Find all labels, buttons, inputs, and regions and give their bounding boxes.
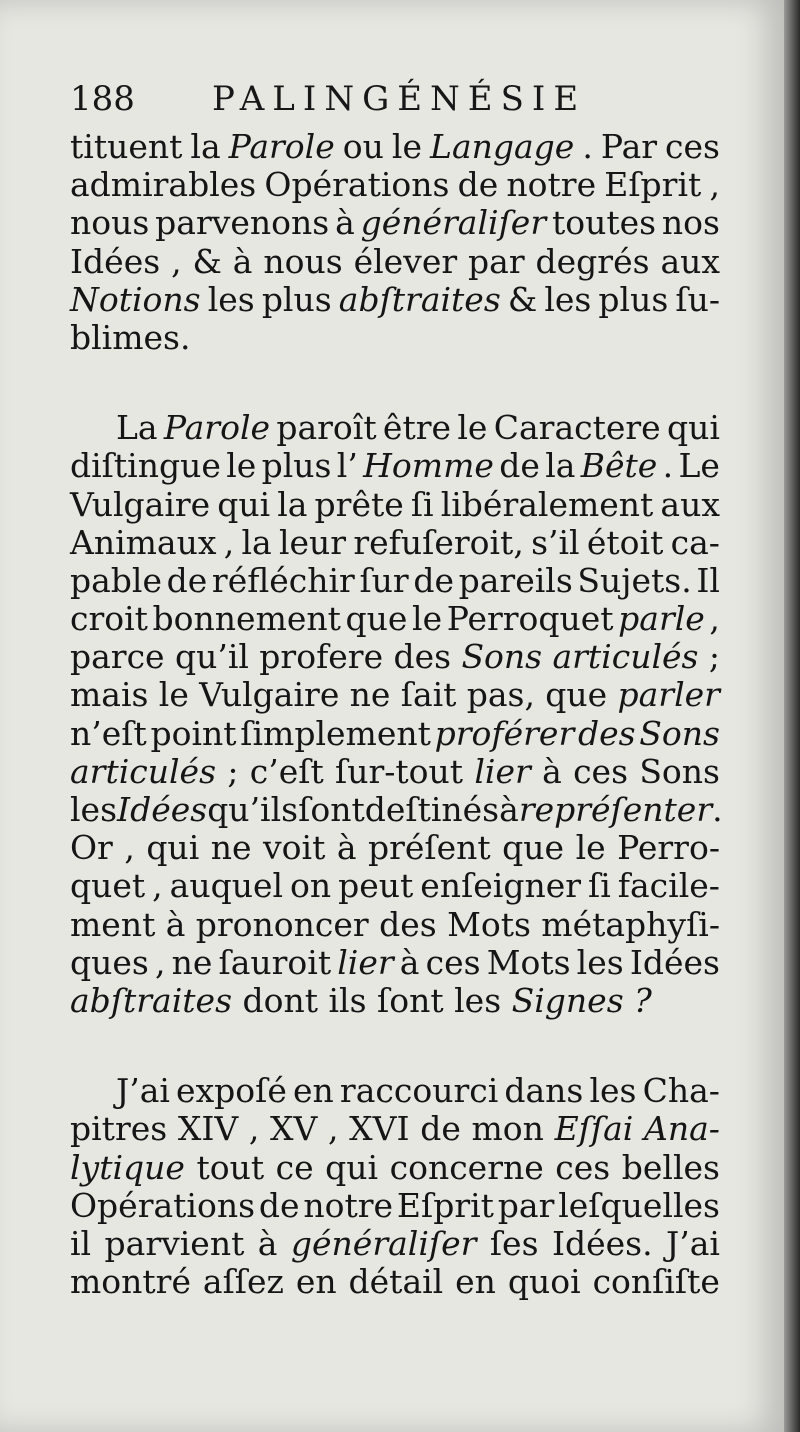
italic-word: Homme	[363, 446, 494, 486]
word: de	[166, 560, 208, 600]
word: croit	[70, 599, 148, 639]
word: n’eſt	[70, 713, 147, 753]
word: quoi	[507, 1262, 581, 1302]
word: aſſez	[202, 1262, 284, 1302]
word: les	[544, 279, 592, 319]
word: mais	[70, 675, 149, 715]
word: deſtinés	[364, 790, 500, 829]
word: ſait	[400, 675, 457, 715]
word: à	[399, 942, 420, 982]
word: de	[258, 1185, 300, 1225]
italic-word: lytique	[70, 1147, 185, 1187]
italic-text: abſtraites	[70, 980, 233, 1020]
word: Animaux	[70, 522, 217, 562]
word: aux	[660, 241, 720, 281]
text-line	[70, 1072, 720, 1110]
italic-word: Ana-	[644, 1109, 720, 1149]
word: Opérations	[70, 1185, 256, 1225]
word: réfléchir	[211, 560, 355, 600]
word: parce	[70, 637, 165, 677]
word: dans	[504, 1071, 584, 1111]
text-line	[70, 204, 720, 242]
word: le	[391, 127, 423, 166]
text-line	[70, 1187, 720, 1225]
word: à	[542, 751, 562, 791]
word: ,	[709, 599, 720, 639]
text-line	[70, 486, 720, 524]
word: de	[420, 1109, 461, 1149]
word: à	[232, 241, 253, 281]
italic-word: Notions	[70, 279, 201, 319]
word: .	[712, 790, 723, 829]
text-line	[70, 906, 720, 944]
word: Mots	[486, 942, 571, 982]
word: mon	[471, 1109, 544, 1149]
word: en	[295, 1262, 337, 1302]
word: qui	[217, 484, 271, 524]
word: ſes	[489, 1223, 539, 1263]
word: le	[158, 675, 189, 715]
word: qu’ils	[207, 790, 299, 829]
word: on	[290, 866, 332, 906]
word: de	[413, 560, 454, 600]
italic-word: parler	[617, 675, 720, 715]
text-segment: dont ils ſont les	[232, 980, 512, 1020]
paragraph	[70, 408, 723, 1020]
word: plus	[261, 446, 332, 486]
paragraph-gap	[70, 357, 720, 409]
word: Cha-	[642, 1071, 720, 1111]
word: Idées	[70, 241, 161, 281]
word: la	[241, 522, 272, 562]
word: ;	[708, 637, 720, 677]
word: de	[457, 165, 499, 205]
word: le	[457, 408, 488, 448]
word: prête	[314, 484, 404, 524]
word: ſimplement	[240, 713, 431, 753]
word: peut	[338, 866, 414, 906]
word: .	[582, 127, 593, 166]
word: montré	[70, 1262, 191, 1302]
word: par	[497, 1185, 555, 1225]
word: pas,	[466, 675, 535, 715]
italic-word: Parole	[163, 408, 271, 448]
italic-word: articulés	[552, 637, 699, 677]
word: diſtingue	[70, 446, 221, 486]
word: l’	[336, 446, 358, 486]
page-header	[70, 78, 710, 120]
word: Vulgaire	[70, 484, 211, 524]
word: nos	[661, 203, 720, 243]
text-line	[70, 409, 720, 447]
word: qui	[667, 408, 720, 448]
text-line	[70, 243, 720, 281]
text-line	[70, 982, 720, 1020]
word: &	[507, 279, 538, 319]
word: facile-	[617, 866, 720, 906]
word: XIV	[177, 1109, 239, 1149]
word: il	[70, 1223, 92, 1263]
word: leur	[278, 522, 347, 562]
italic-word: Sons	[639, 713, 720, 753]
word: que	[502, 828, 565, 868]
paragraph	[70, 128, 720, 357]
word: belles	[621, 1147, 720, 1187]
word: ne	[171, 942, 213, 982]
word: Perroquet	[446, 599, 614, 639]
word: pable	[70, 560, 163, 600]
italic-word: repréſenter	[518, 790, 713, 829]
word: qu’il	[174, 637, 249, 677]
word: Or	[70, 828, 113, 868]
word: ſont	[298, 790, 365, 829]
word: ſu-	[675, 279, 720, 319]
word: parvenons	[155, 203, 330, 243]
italic-word: Sons	[461, 637, 543, 677]
page-number: 188	[70, 79, 135, 119]
word: Eſprit	[604, 165, 702, 205]
italic-word: articulés	[70, 751, 217, 791]
word: les	[207, 279, 255, 319]
word: ces	[665, 127, 720, 166]
text-line	[70, 1110, 720, 1148]
word: les	[70, 790, 118, 829]
word: paroît	[276, 408, 377, 448]
word: ne	[349, 675, 391, 715]
word: refuſeroit,	[353, 522, 524, 562]
word: à	[335, 203, 355, 243]
word: le	[226, 446, 257, 486]
word: XVI	[349, 1109, 410, 1149]
word: des	[379, 904, 437, 944]
running-title: PALINGÉNÉSIE	[212, 79, 587, 119]
word: ca-	[670, 522, 720, 562]
word: Par	[600, 127, 658, 166]
word: Idées.	[551, 1223, 653, 1263]
word: ces	[425, 942, 481, 982]
word: leſquelles	[558, 1185, 720, 1225]
word: Vulgaire	[199, 675, 340, 715]
word: Mots	[447, 904, 531, 944]
text-line	[70, 638, 720, 676]
word: tout	[196, 1147, 265, 1187]
word: XV	[270, 1109, 318, 1149]
word: voit	[263, 828, 326, 868]
word: ,	[154, 942, 166, 982]
word: être	[382, 408, 452, 448]
text-line	[70, 281, 720, 319]
word: prononcer	[195, 904, 369, 944]
word: que	[345, 599, 408, 639]
text-line	[70, 166, 720, 204]
word: ,	[223, 522, 235, 562]
word: ſur	[359, 560, 409, 600]
word: ques	[70, 942, 149, 982]
word: ;	[227, 751, 239, 791]
word: pitres	[70, 1109, 168, 1149]
word: ſi	[588, 866, 611, 906]
word: élever	[353, 241, 458, 281]
word: enſeigner	[420, 866, 582, 906]
page-edge-shadow	[784, 0, 800, 1432]
italic-word: proférer	[434, 713, 575, 753]
word: bonnement	[152, 599, 341, 639]
word: admirables	[70, 165, 257, 205]
text-line	[70, 867, 720, 905]
italic-word: des	[577, 713, 636, 753]
word: Caractere	[493, 408, 661, 448]
italic-word: Bête	[580, 446, 658, 486]
word: conſiſte	[592, 1262, 720, 1302]
word: s’il	[531, 522, 580, 562]
text-line	[70, 319, 720, 357]
text-line	[70, 1149, 720, 1187]
italic-word: généraliſer	[290, 1223, 477, 1263]
italic-word: lier	[337, 942, 394, 982]
word: degrés	[535, 241, 650, 281]
word: ,	[124, 828, 135, 868]
italic-word: Eſſai	[554, 1109, 634, 1149]
italic-word: Langage	[430, 127, 575, 166]
paragraph-gap	[70, 1020, 720, 1072]
italic-word: lier	[474, 751, 531, 791]
word: les	[589, 1071, 637, 1111]
word: à	[499, 790, 519, 829]
word: .	[662, 446, 674, 486]
italic-word: généraliſer	[360, 203, 547, 243]
word: ſauroit	[218, 942, 332, 982]
word: ,	[709, 165, 720, 205]
word: plus	[598, 279, 669, 319]
body-text	[70, 127, 723, 1302]
word: la	[545, 446, 576, 486]
word: à	[336, 828, 357, 868]
word: les	[576, 942, 624, 982]
word: parvient	[104, 1223, 245, 1263]
text-line	[70, 128, 720, 166]
word: métaphyſi-	[541, 904, 720, 944]
word: tituent	[70, 127, 183, 166]
text-line	[70, 676, 720, 714]
word: auquel	[169, 866, 284, 906]
word: ces	[555, 1147, 611, 1187]
word: ,	[248, 1109, 260, 1149]
word: aux	[660, 484, 720, 524]
text-line	[70, 1225, 720, 1263]
word: nous	[70, 203, 150, 243]
word: J’ai	[666, 1223, 720, 1263]
word: des	[393, 637, 452, 677]
italic-text: Signes ?	[511, 980, 652, 1020]
word: Sujets.	[577, 560, 692, 600]
text-line	[70, 790, 723, 829]
word: concerne	[389, 1147, 544, 1187]
word: Opérations	[264, 165, 450, 205]
word: la	[277, 484, 308, 524]
text-line	[70, 447, 720, 485]
text-line	[70, 600, 720, 638]
word: libéralement	[440, 484, 654, 524]
word: J’ai	[116, 1071, 170, 1111]
text-segment: blimes.	[70, 317, 191, 357]
word: Sons	[639, 751, 720, 791]
word: ne	[210, 828, 252, 868]
word: notre	[303, 1185, 394, 1225]
word: Idées	[629, 942, 720, 982]
word: qui	[146, 828, 200, 868]
word: ce	[275, 1147, 314, 1187]
word: toutes	[551, 203, 657, 243]
word: la	[190, 127, 221, 166]
word: étoit	[586, 522, 664, 562]
paragraph	[70, 1072, 720, 1301]
word: profere	[259, 637, 384, 677]
word: ment	[70, 904, 156, 944]
word: nous	[263, 241, 343, 281]
text-line	[70, 1263, 720, 1301]
word: raccourci	[339, 1071, 499, 1111]
word: ſi	[410, 484, 434, 524]
word: Perro-	[617, 828, 720, 868]
word: qui	[325, 1147, 379, 1187]
word: détail	[348, 1262, 444, 1302]
word: préſent	[368, 828, 491, 868]
italic-word: parle	[618, 599, 705, 639]
word: à	[257, 1223, 278, 1263]
italic-word: Idées	[117, 790, 208, 829]
word: de	[499, 446, 540, 486]
word: ou	[342, 127, 384, 166]
word: ,	[171, 241, 182, 281]
word: c’eſt	[249, 751, 324, 791]
word: ,	[152, 866, 163, 906]
word: ces	[573, 751, 629, 791]
text-line	[70, 562, 720, 600]
italic-word: Parole	[228, 127, 335, 166]
word: ſur-tout	[335, 751, 464, 791]
word: le	[412, 599, 443, 639]
word: plus	[261, 279, 332, 319]
text-line	[70, 829, 720, 867]
word: en	[293, 1071, 334, 1111]
word: point	[150, 713, 237, 753]
word: notre	[506, 165, 597, 205]
word: Eſprit	[396, 1185, 494, 1225]
word: ,	[328, 1109, 339, 1149]
word: Il	[696, 560, 720, 600]
word: le	[575, 828, 606, 868]
word: en	[455, 1262, 496, 1302]
word: &	[192, 241, 222, 281]
word: Le	[678, 446, 720, 486]
word: La	[116, 408, 158, 448]
text-line	[70, 944, 720, 982]
word: à	[165, 904, 186, 944]
italic-word: abſtraites	[338, 279, 501, 319]
word: par	[468, 241, 525, 281]
text-line	[70, 524, 720, 562]
word: que	[545, 675, 608, 715]
word: pareils	[458, 560, 573, 600]
word: quet	[70, 866, 146, 906]
word: expoſé	[176, 1071, 287, 1111]
text-line	[70, 715, 720, 753]
text-line	[70, 753, 720, 791]
